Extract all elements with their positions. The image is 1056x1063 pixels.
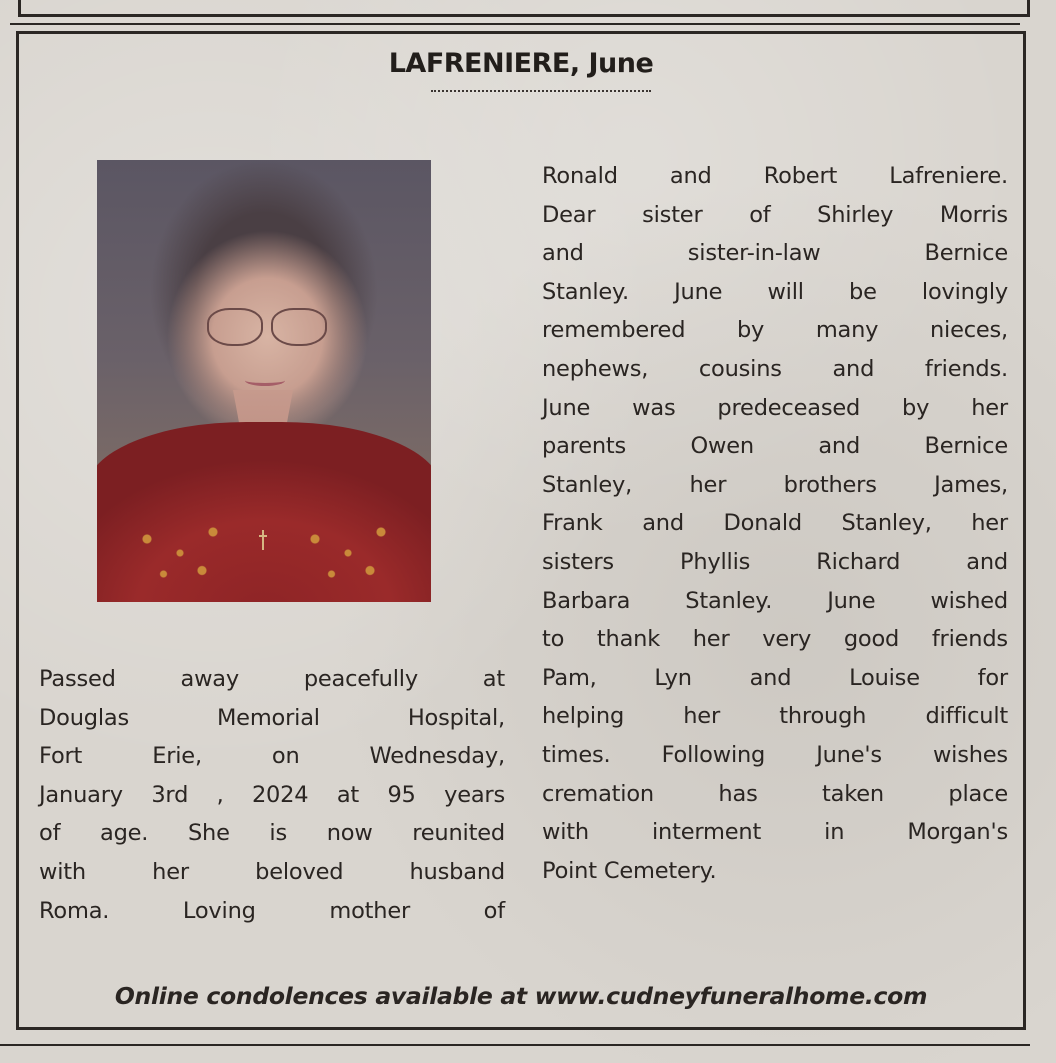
word: by <box>736 317 765 344</box>
text-line <box>542 543 1008 582</box>
word: her <box>152 858 189 885</box>
word: with <box>542 819 589 846</box>
photo-glasses <box>207 308 327 344</box>
word: helping <box>542 703 625 730</box>
text-line <box>542 466 1008 505</box>
text-line <box>542 620 1008 659</box>
word: husband <box>409 858 505 885</box>
obituary-heading: LAFRENIERE, June <box>388 48 654 79</box>
word: wished <box>930 587 1008 614</box>
word: She <box>187 820 230 847</box>
word: friends <box>931 626 1008 653</box>
word: her <box>692 626 730 653</box>
word: Owen <box>690 433 754 460</box>
text-line <box>542 775 1008 814</box>
word: friends. <box>924 355 1008 382</box>
word: nephews, <box>542 355 649 382</box>
word: in <box>824 819 845 846</box>
word: for <box>977 664 1008 691</box>
word: of <box>483 897 505 924</box>
photo-smile <box>245 375 285 386</box>
word: interment <box>652 819 762 846</box>
word: 2024 <box>251 781 309 808</box>
word: Passed <box>39 666 116 692</box>
word: very <box>762 626 812 653</box>
word: remembered <box>542 317 686 344</box>
word: on <box>271 743 300 770</box>
word: by <box>902 394 930 421</box>
word: has <box>718 780 758 807</box>
separator-rule <box>10 23 1020 25</box>
word: Frank <box>542 510 603 537</box>
word: will <box>767 278 804 305</box>
word: age. <box>99 820 149 847</box>
word: cousins <box>698 355 782 382</box>
word: Stanley. <box>542 278 629 305</box>
word: Shirley <box>817 201 894 228</box>
word: good <box>843 626 900 653</box>
word: cremation <box>542 780 654 807</box>
word: June <box>674 278 723 305</box>
word: and <box>966 548 1008 575</box>
word: and <box>818 433 861 460</box>
text-line <box>542 813 1008 852</box>
bottom-rule <box>0 1044 1030 1046</box>
word: Hospital, <box>407 704 505 731</box>
heading-underline <box>431 90 651 92</box>
word: 95 <box>387 781 416 808</box>
obituary-text-right-column <box>542 157 1008 890</box>
text-line <box>542 427 1008 466</box>
word: brothers <box>783 471 877 498</box>
text-line <box>39 776 505 815</box>
word: Roma. <box>39 897 110 924</box>
text-line <box>542 350 1008 389</box>
word: her <box>971 394 1008 421</box>
word: at <box>336 781 360 808</box>
word: parents <box>542 433 627 460</box>
word: Morris <box>939 201 1008 228</box>
word: be <box>848 278 877 305</box>
word: reunited <box>412 820 505 847</box>
text-line <box>39 814 505 853</box>
text-line <box>39 660 505 699</box>
word: mother <box>329 897 411 924</box>
text-line <box>39 699 505 738</box>
word: James, <box>934 471 1008 498</box>
word: and <box>642 510 684 537</box>
word: June's <box>816 741 882 768</box>
word: Richard <box>816 548 901 575</box>
word: sister <box>642 201 703 228</box>
portrait-photo <box>97 160 431 602</box>
text-line <box>542 582 1008 621</box>
word: and <box>669 163 712 189</box>
text-line <box>542 659 1008 698</box>
text-line <box>39 737 505 776</box>
word: Douglas <box>39 704 129 731</box>
word: peacefully <box>303 666 418 692</box>
word: Fort <box>39 743 83 770</box>
photo-embroidery-right <box>293 518 403 588</box>
word: Wednesday, <box>369 743 505 770</box>
obituary-text-left-column <box>39 660 505 930</box>
text-line <box>542 504 1008 543</box>
word: now <box>326 820 373 847</box>
word: sisters <box>542 548 614 575</box>
word: away <box>180 666 240 692</box>
word: sister-in-law <box>687 240 821 267</box>
text-line <box>39 892 505 931</box>
word: Pam, <box>542 664 597 691</box>
word: beloved <box>255 858 344 885</box>
word: Bernice <box>924 240 1008 267</box>
word: Phyllis <box>679 548 751 575</box>
word: difficult <box>925 703 1008 730</box>
word: June <box>827 587 876 614</box>
text-line <box>542 697 1008 736</box>
text-line <box>39 853 505 892</box>
word: Erie, <box>152 743 202 770</box>
word: her <box>689 471 727 498</box>
word: of <box>749 201 771 228</box>
text-line <box>542 157 1008 196</box>
word: was <box>632 394 676 421</box>
word: Ronald <box>542 163 618 189</box>
word: 3rd <box>151 781 189 808</box>
obituary-box <box>16 31 1026 1030</box>
word: many <box>815 317 879 344</box>
word: Following <box>661 741 766 768</box>
condolences-footer: Online condolences available at www.cudneyfuneralhome.com <box>114 982 928 1010</box>
word: with <box>39 858 86 885</box>
word: and <box>749 664 792 691</box>
word: Robert <box>763 163 838 189</box>
word: taken <box>822 780 884 807</box>
word: her <box>971 510 1008 537</box>
word: and <box>542 240 584 267</box>
previous-article-border <box>18 0 1030 17</box>
text-line: Point Cemetery. <box>542 857 717 884</box>
word: Dear <box>542 201 596 228</box>
word: Stanley, <box>542 471 633 498</box>
word: is <box>269 820 287 847</box>
word: her <box>683 703 721 730</box>
word: Lyn <box>654 664 692 691</box>
cross-pendant-icon <box>259 530 267 550</box>
text-line <box>542 311 1008 350</box>
text-line <box>542 389 1008 428</box>
word: January <box>39 781 123 808</box>
word: of <box>39 820 61 847</box>
word: Loving <box>182 897 256 924</box>
word: Barbara <box>542 587 631 614</box>
word: to <box>542 626 565 653</box>
photo-embroidery-left <box>125 518 235 588</box>
word: years <box>444 781 505 808</box>
word: at <box>482 666 505 692</box>
word: wishes <box>932 741 1008 768</box>
word: predeceased <box>717 394 861 421</box>
text-line <box>542 234 1008 273</box>
word: times. <box>542 741 611 768</box>
word: nieces, <box>929 317 1008 344</box>
word: place <box>948 780 1008 807</box>
word: Stanley. <box>685 587 773 614</box>
word: Memorial <box>216 704 320 731</box>
text-line <box>542 196 1008 235</box>
text-line <box>542 736 1008 775</box>
word: thank <box>596 626 661 653</box>
word: , <box>216 781 224 808</box>
text-line <box>542 273 1008 312</box>
word: lovingly <box>921 278 1008 305</box>
word: Morgan's <box>907 819 1008 846</box>
word: Louise <box>849 664 920 691</box>
word: through <box>779 703 867 730</box>
word: Donald <box>723 510 802 537</box>
word: Bernice <box>924 433 1008 460</box>
word: June <box>542 394 591 421</box>
word: and <box>832 355 875 382</box>
word: Stanley, <box>841 510 932 537</box>
word: Lafreniere. <box>889 163 1008 189</box>
